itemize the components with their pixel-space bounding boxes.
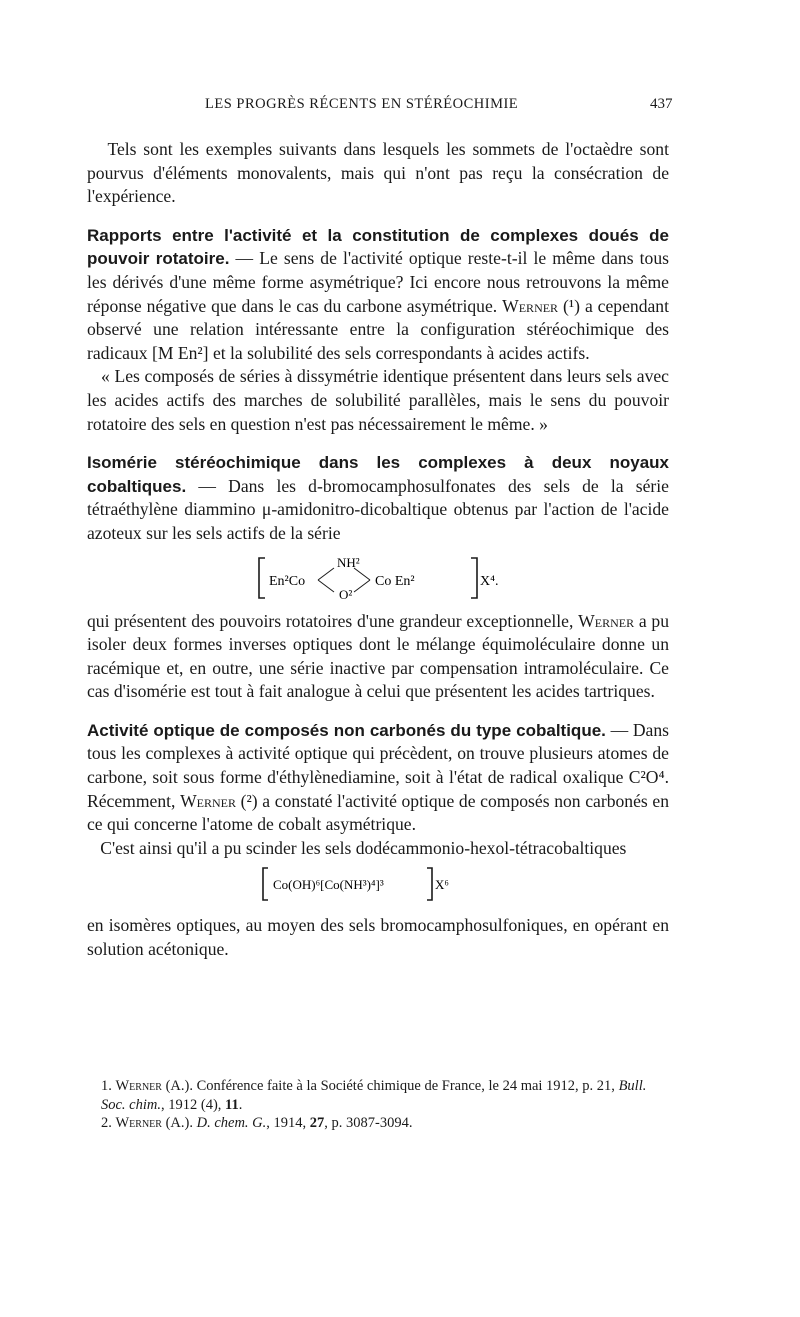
footnote-number: 1. xyxy=(101,1078,112,1094)
quotation: « Les composés de séries à dissymétrie identique présentent dans leurs sels avec les acides actifs des marches de solubilité parallèles, mais le sens du pouvoir rotatoire des sels en question n'est pas nécessairement le même. » xyxy=(87,366,669,434)
paragraph-text: a constaté l'activité optique de composés non carbonés en ce qui concerne l'atome de cobalt asymétrique. xyxy=(87,790,669,835)
paragraph-text: C'est ainsi qu'il a pu scinder les sels dodécammonio-hexol-tétracobaltiques xyxy=(100,837,627,858)
footnote-text: , 1914, xyxy=(266,1115,310,1131)
paragraph-text: a cependant observé une relation intéressante entre la configuration stéréochimique des radicaux [M En²] et la solubilité des sels correspondants à acides actifs. xyxy=(87,295,669,363)
paragraph xyxy=(87,719,669,837)
paragraph xyxy=(87,138,669,209)
formula-anion: X⁶ xyxy=(435,877,449,893)
author-name: Werner xyxy=(180,790,237,811)
paragraph xyxy=(87,914,669,961)
paragraph xyxy=(87,451,669,545)
paragraph-text: — Le sens de l'activité optique reste-t-il le même dans tous les dérivés d'une même forme asymétrique? Ici encore nous retrouvons la même réponse négative que dans le cas du carbone asymétrique. xyxy=(87,248,670,316)
formula-brackets xyxy=(87,554,669,602)
footnote-text: . xyxy=(238,1096,243,1113)
footnote xyxy=(87,1114,669,1133)
paragraph xyxy=(87,365,669,436)
paragraph-text: a pu isoler deux formes inverses optiques dont le mélange équimoléculaire donne un racémique et, en outre, une série inactive par compensation intramoléculaire. Ce cas d'isomérie est tout à fait analogue à celui que présentent les acides tartriques. xyxy=(87,610,669,702)
footnote-ref: (²) xyxy=(240,790,258,811)
paragraph-text: — Dans les d-bromocamphosulfonates des sels de la série tétraéthylène diammino μ-amidonitro-dicobaltique obtenus par l'action de l'acide azoteux sur les sels actifs de la série xyxy=(87,475,669,543)
formula-bridge-bottom: O² xyxy=(339,586,353,602)
formula-left: En²Co xyxy=(269,573,306,589)
section-heading: Activité optique de composés non carbonés du type cobaltique. xyxy=(87,720,606,740)
running-head: LES PROGRÈS RÉCENTS EN STÉRÉOCHIMIE xyxy=(205,96,519,112)
paragraph xyxy=(87,610,669,704)
footnote-text: (A.). xyxy=(161,1115,197,1131)
footnote-author: Werner xyxy=(115,1115,162,1131)
paragraph-text: en isomères optiques, au moyen des sels bromocamphosulfoniques, en opérant en solution acétonique. xyxy=(87,915,669,960)
paragraph xyxy=(87,224,669,366)
formula-inner: Co(OH)⁶[Co(NH³)⁴]³ xyxy=(273,877,384,893)
author-name: Werner xyxy=(502,295,559,316)
formula-brackets xyxy=(87,864,669,904)
footnote-volume: 11 xyxy=(225,1096,239,1113)
author-name: Werner xyxy=(578,610,635,631)
footnotes xyxy=(87,1077,669,1133)
footnote-number: 2. xyxy=(101,1115,112,1131)
section-heading: Isomérie stéréochimique dans les complexes à deux noyaux cobaltiques. xyxy=(87,453,669,496)
formula-bridge-top: NH² xyxy=(337,554,360,570)
footnote-text: , 1912 (4), xyxy=(161,1096,226,1113)
paragraph xyxy=(87,837,669,861)
footnote-volume: 27 xyxy=(309,1115,325,1131)
paragraph-text: Tels sont les exemples suivants dans lesquels les sommets de l'octaèdre sont pourvus d'éléments monovalents, mais qui n'ont pas reçu la consécration de l'expérience. xyxy=(87,139,669,207)
paragraph-text: — Dans tous les complexes à activité optique qui précèdent, on trouve plusieurs atomes de carbone, soit sous forme d'éthylènediamine, soit à l'état de radical oxalique C²O⁴. Récemment, xyxy=(87,719,669,811)
footnote xyxy=(87,1077,669,1114)
section-heading: Rapports entre l'activité et la constitution de complexes doués de pouvoir rotatoire. xyxy=(87,225,669,269)
footnote-author: Werner xyxy=(115,1078,162,1094)
footnote-ref: (¹) xyxy=(563,295,581,316)
page-header xyxy=(0,96,800,120)
footnote-text: , p. 3087-3094. xyxy=(324,1115,413,1131)
footnote-journal: Bull. Soc. chim. xyxy=(101,1078,647,1113)
formula-right: Co En² xyxy=(375,573,415,589)
page-number: 437 xyxy=(650,96,673,112)
body-text xyxy=(87,138,669,962)
footnote-text: (A.). Conférence faite à la Société chimique de France, le 24 mai 1912, p. 21, xyxy=(161,1078,619,1094)
paragraph-text: qui présentent des pouvoirs rotatoires d'une grandeur exceptionnelle, xyxy=(87,610,579,631)
formula-anion: X⁴. xyxy=(480,573,499,589)
chemical-formula xyxy=(87,864,669,904)
chemical-formula xyxy=(87,554,669,602)
footnote-journal: D. chem. G. xyxy=(196,1115,267,1131)
